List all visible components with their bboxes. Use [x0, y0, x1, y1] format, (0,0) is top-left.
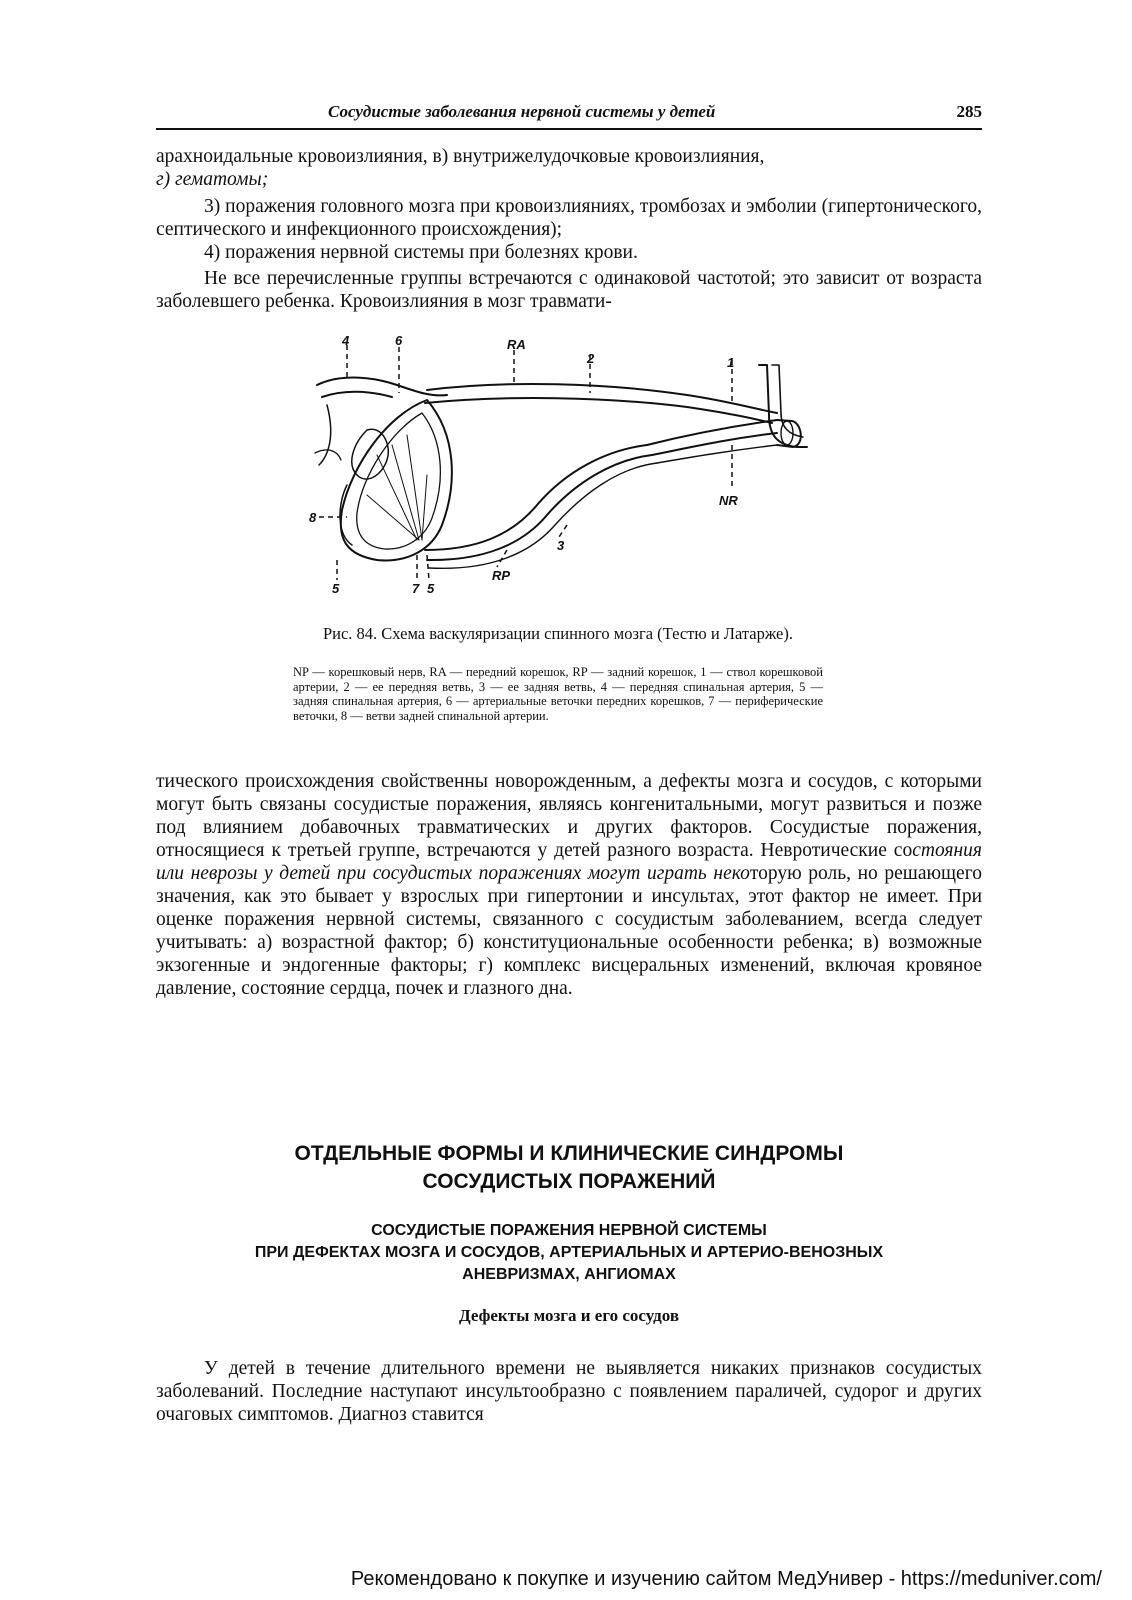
figure-label: 6: [395, 335, 403, 348]
paragraph-hemorrhage-types: [156, 145, 982, 191]
figure-label: 5: [332, 581, 340, 596]
paragraph-item-3: 3) поражения головного мозга при кровоизлияниях, тромбозах и эмболии (гипертонического, септического и инфекционного происхождения);: [156, 196, 982, 240]
paragraph-text: торую роль, но решающего значения, как это бывает у взрослых при гипертонии и инсультах, этот фактор не имеет. При оценке поражения нервной системы, связанного с сосудистым заболеванием, всегда следует учитывать: а) возрастной фактор; б) конституциональные особенности ребенка; в) возможные экзогенные и эндогенные факторы; г) комплекс висцеральных изменений, включая кровяное давление, состояние сердца, почек и глазного дна.: [156, 863, 982, 999]
figure-label: RP: [492, 568, 511, 583]
heading-line: ОТДЕЛЬНЫЕ ФОРМЫ И КЛИНИЧЕСКИЕ СИНДРОМЫ: [294, 1142, 844, 1165]
running-title: Сосудистые заболевания нервной системы у детей: [328, 102, 716, 121]
figure-label: 1: [727, 355, 735, 370]
figure-label: 3: [557, 538, 565, 553]
figure-label: 8: [309, 510, 317, 525]
paragraph-text: тического происхождения свойственны новорожденным, а дефекты мозга и сосудов, с которыми могут быть связаны сосудистые поражения, являясь конгенитальными, могут развиться и позже под влиянием добавочных травматических и других факторов. Сосудистые поражения, относящиеся к третьей группе, встречаются у детей разного возраста. Невротические со: [156, 771, 982, 861]
figure-label: 4: [342, 335, 350, 348]
section-heading-sub: [156, 1220, 982, 1286]
figure-label: RA: [507, 337, 526, 352]
figure-label: 7: [412, 581, 420, 596]
figure-caption-legend: NP — корешковый нерв, RA — передний корешок, RP — задний корешок, 1 — ствол корешковой артерии, 2 — ее передняя ветвь, 3 — ее задняя ветвь, 4 — передняя спинальная артерия, 5 — задняя спинальная артерия, 6 — артериальные веточки передних корешков, 7 — периферические веточки, 8 — ветви задней спинальной артерии.: [293, 665, 823, 723]
figure-label: NR: [719, 493, 738, 508]
paragraph-main: [156, 770, 982, 1000]
figure-spinal-cord-vascularization: [307, 335, 827, 605]
page-number: 285: [956, 102, 982, 121]
section-heading-defects: Дефекты мозга и его сосудов: [458, 1306, 680, 1325]
section-heading-main: [156, 1140, 982, 1196]
heading-line: ПРИ ДЕФЕКТАХ МОЗГА И СОСУДОВ, АРТЕРИАЛЬНЫХ И АРТЕРИО-ВЕНОЗНЫХ: [254, 1244, 884, 1261]
paragraph-frequency: Не все перечисленные группы встречаются с одинаковой частотой; это зависит от возраста заболевшего ребенка. Кровоизлияния в мозг травмати-: [156, 268, 982, 312]
paragraph-text-italic: г) гематомы;: [156, 169, 269, 190]
paragraph-item-4: 4) поражения нервной системы при болезнях крови.: [204, 242, 638, 263]
figure-label: 5: [427, 581, 435, 596]
heading-line: СОСУДИСТЫЕ ПОРАЖЕНИЯ НЕРВНОЙ СИСТЕМЫ: [371, 1222, 767, 1239]
running-header: [156, 96, 982, 130]
paragraph-text-italic: стояния или неврозы у детей при сосудистых поражениях могут играть неко: [156, 840, 982, 884]
footer-recommendation-link[interactable]: Рекомендовано к покупке и изучению сайтом МедУнивер - https://meduniver.com/: [350, 1568, 1102, 1590]
figure-caption-title: Рис. 84. Схема васкуляризации спинного мозга (Тестю и Латарже).: [322, 624, 794, 643]
paragraph-defects: У детей в течение длительного времени не выявляется никаких признаков сосудистых заболеваний. Последние наступают инсультообразно с появлением параличей, судорог и других очаговых симптомов. Диагноз ставится: [156, 1358, 982, 1425]
heading-line: СОСУДИСТЫХ ПОРАЖЕНИЙ: [422, 1170, 716, 1193]
heading-line: АНЕВРИЗМАХ, АНГИОМАХ: [462, 1266, 676, 1283]
spinal-cord-diagram: [307, 335, 827, 605]
figure-label: 2: [587, 351, 595, 366]
paragraph-text: арахноидальные кровоизлияния, в) внутрижелудочковые кровоизлияния,: [156, 146, 765, 167]
